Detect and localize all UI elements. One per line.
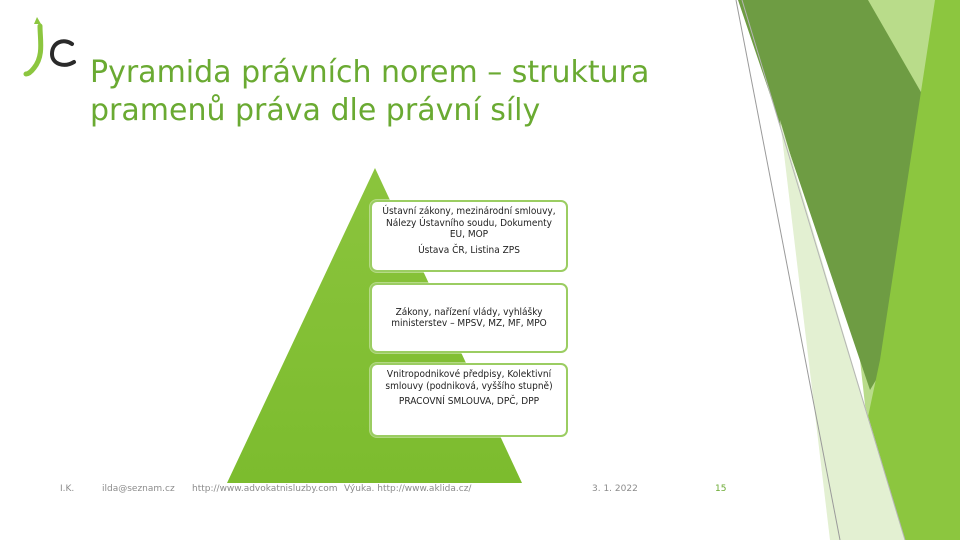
footer-author: I.K. xyxy=(60,484,75,494)
footer-website-link[interactable]: http://www.advokatnisluzby.com xyxy=(192,484,338,494)
level-3-text: Vnitropodnikové předpisy, Kolektivní smlouvy (podniková, vyššího stupně) xyxy=(385,369,553,392)
title-line-2: pramenů práva dle právní síly xyxy=(90,93,541,128)
level-1-text: Ústavní zákony, mezinárodní smlouvy, Nálezy Ústavního soudu, Dokumenty EU, MOP xyxy=(382,206,556,240)
level-2-text: Zákony, nařízení vlády, vyhlášky ministerstev – MPSV, MZ, MF, MPO xyxy=(391,306,547,329)
footer-date: 3. 1. 2022 xyxy=(592,484,638,494)
footer-email[interactable]: ilda@seznam.cz xyxy=(102,484,175,494)
footer-page-number: 15 xyxy=(715,484,727,494)
level-3-extra: PRACOVNÍ SMLOUVA, DPČ, DPP xyxy=(398,396,540,407)
pyramid-level-constitutional xyxy=(370,200,568,272)
title-line-1: Pyramida právních norem – struktura xyxy=(90,55,650,90)
level-1-extra: Ústava ČR, Listina ZPS xyxy=(418,244,520,256)
pyramid-level-laws xyxy=(370,283,568,353)
footer-course-link[interactable]: Výuka. http://www.aklida.cz/ xyxy=(344,484,472,494)
pyramid-level-internal xyxy=(370,363,568,437)
